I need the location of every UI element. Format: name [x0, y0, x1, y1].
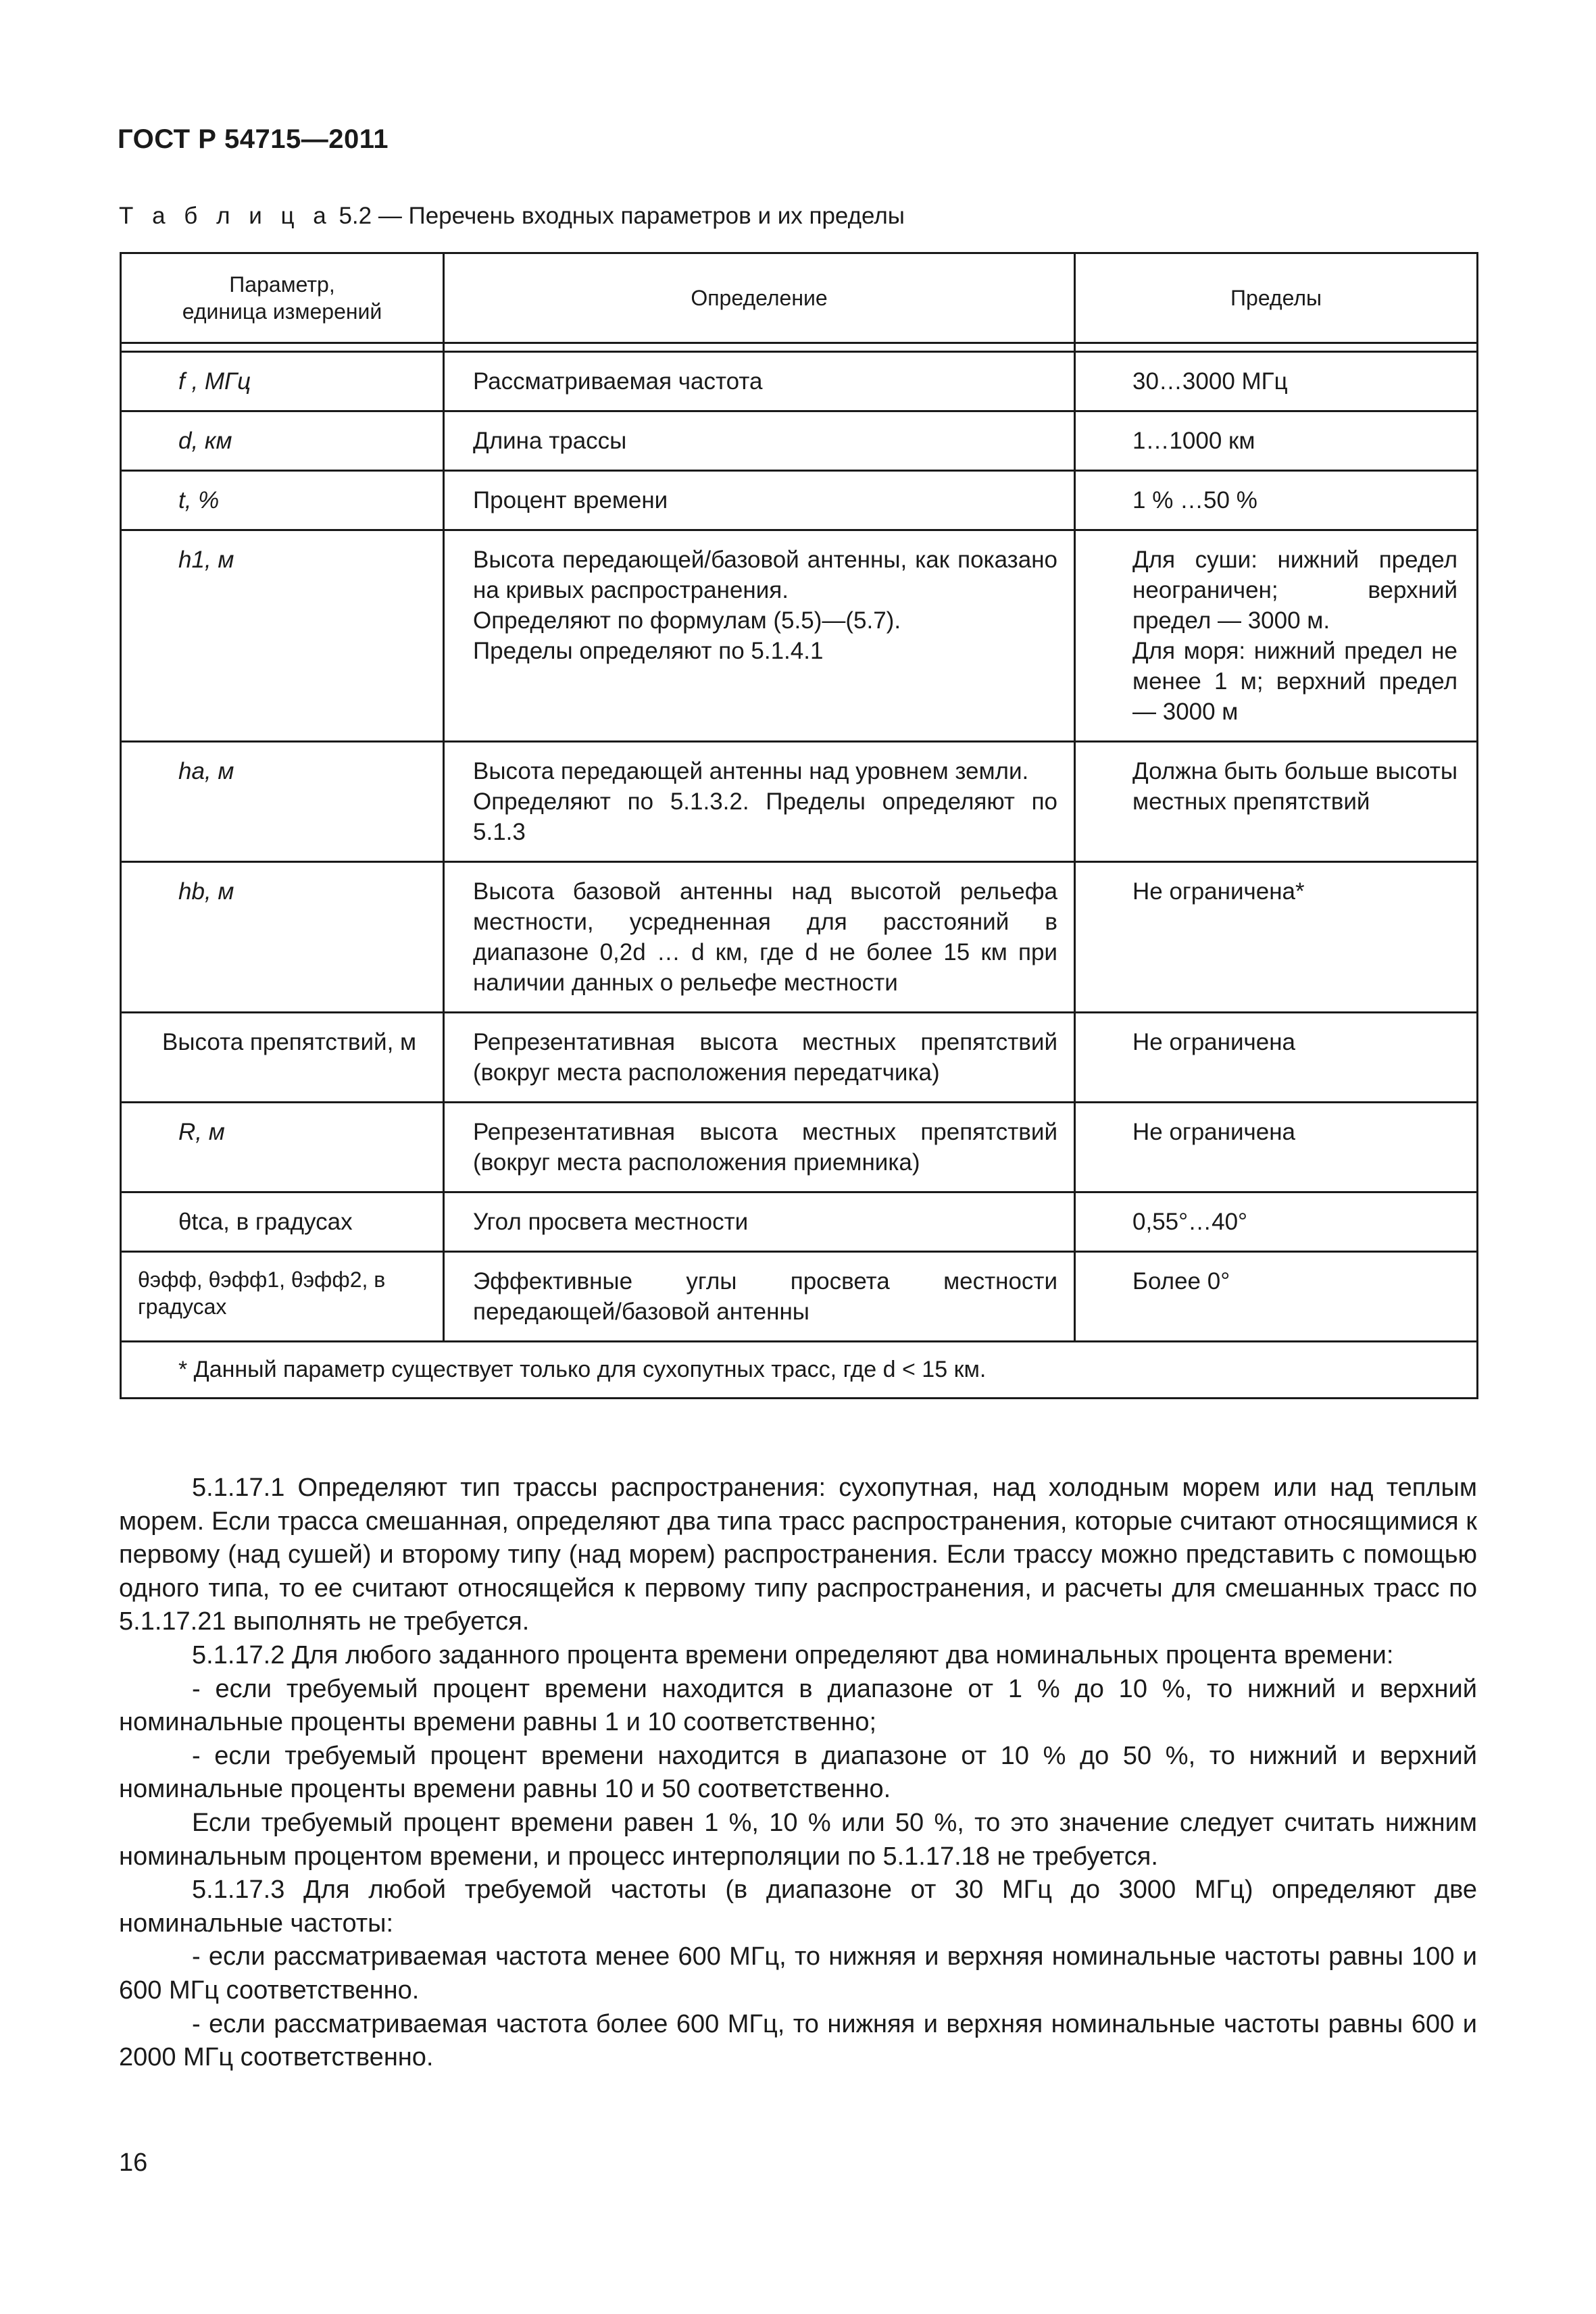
limits-cell: Для суши: нижний предел неограничен; верхний предел — 3000 м. Для моря: нижний предел не менее 1 м; верхний предел — 3000 м — [1075, 530, 1478, 742]
caption-text: 5.2 — Перечень входных параметров и их пределы — [332, 203, 905, 229]
table-footnote-row — [121, 1342, 1478, 1399]
definition-cell: Процент времени — [444, 471, 1075, 530]
param-cell — [121, 742, 444, 862]
body-text — [119, 1472, 1477, 2075]
param-cell: θtca, в градусах — [121, 1192, 444, 1252]
param-cell — [121, 471, 444, 530]
table-row — [121, 1103, 1478, 1192]
definition-cell: Репрезентативная высота местных препятствий (вокруг места расположения передатчика) — [444, 1013, 1075, 1103]
table-row — [121, 1013, 1478, 1103]
paragraph: - если требуемый процент времени находится в диапазоне от 10 % до 50 %, то нижний и верхний номинальные проценты времени равны 10 и 50 соответственно. — [119, 1741, 1477, 1804]
param-cell: Высота препятствий, м — [121, 1013, 444, 1103]
table-header-row — [121, 253, 1478, 343]
limits-cell: 1 % …50 % — [1075, 471, 1478, 530]
param-cell — [121, 411, 444, 471]
table-row — [121, 530, 1478, 742]
limits-cell: 0,55°…40° — [1075, 1192, 1478, 1252]
param-label: ha, м — [178, 758, 234, 784]
definition-cell: Эффективные углы просвета местности передающей/базовой антенны — [444, 1252, 1075, 1342]
table-row — [121, 471, 1478, 530]
limits-cell: 1…1000 км — [1075, 411, 1478, 471]
limits-cell: Не ограничена* — [1075, 862, 1478, 1013]
limits-cell: 30…3000 МГц — [1075, 352, 1478, 411]
definition-cell: Длина трассы — [444, 411, 1075, 471]
limits-cell: Не ограничена — [1075, 1013, 1478, 1103]
table-row — [121, 411, 1478, 471]
param-label: f , МГц — [178, 368, 251, 395]
param-cell: θэфф, θэфф1, θэфф2, в градусах — [121, 1252, 444, 1342]
table-row — [121, 1192, 1478, 1252]
table-caption — [119, 203, 905, 230]
param-label: h1, м — [178, 547, 234, 573]
paragraph: - если требуемый процент времени находится в диапазоне от 1 % до 10 %, то нижний и верхний номинальные проценты времени равны 1 и 10 соответственно; — [119, 1674, 1477, 1737]
param-cell — [121, 862, 444, 1013]
table-row — [121, 1252, 1478, 1342]
table-row — [121, 742, 1478, 862]
param-label: d, км — [178, 428, 232, 454]
table-row — [121, 862, 1478, 1013]
param-label: t, % — [178, 487, 220, 513]
definition-cell: Высота базовой антенны над высотой рельефа местности, усредненная для расстояний в диапазоне 0,2d … d км, где d не более 15 км при наличии данных о рельефе местности — [444, 862, 1075, 1013]
param-cell — [121, 530, 444, 742]
column-header-limits: Пределы — [1075, 253, 1478, 343]
page-number: 16 — [119, 2148, 148, 2177]
paragraph: - если рассматриваемая частота менее 600 МГц, то нижняя и верхняя номинальные частоты равны 100 и 600 МГц соответственно. — [119, 1942, 1477, 2005]
definition-cell: Репрезентативная высота местных препятствий (вокруг места расположения приемника) — [444, 1103, 1075, 1192]
parameters-table — [120, 252, 1478, 1399]
table-footnote: * Данный параметр существует только для сухопутных трасс, где d < 15 км. — [121, 1342, 1478, 1399]
table-row — [121, 352, 1478, 411]
param-label: hb, м — [178, 878, 234, 905]
document-header: ГОСТ Р 54715—2011 — [118, 124, 389, 154]
param-cell — [121, 1103, 444, 1192]
definition-cell: Рассматриваемая частота — [444, 352, 1075, 411]
definition-cell: Угол просвета местности — [444, 1192, 1075, 1252]
definition-cell: Высота передающей/базовой антенны, как показано на кривых распространения. Определяют по формулам (5.5)—(5.7). Пределы определяют по 5.1.4.1 — [444, 530, 1075, 742]
limits-cell: Должна быть больше высоты местных препятствий — [1075, 742, 1478, 862]
limits-cell: Более 0° — [1075, 1252, 1478, 1342]
column-header-definition: Определение — [444, 253, 1075, 343]
paragraph: 5.1.17.2 Для любого заданного процента времени определяют два номинальных процента времени: — [192, 1640, 1394, 1669]
caption-prefix: Т а б л и ц а — [119, 203, 332, 229]
param-label: R, м — [178, 1119, 225, 1145]
limits-cell: Не ограничена — [1075, 1103, 1478, 1192]
paragraph: Если требуемый процент времени равен 1 %, 10 % или 50 %, то это значение следует считать нижним номинальным процентом времени, и процесс интерполяции по 5.1.17.18 не требуется. — [119, 1808, 1477, 1871]
header-separator — [121, 343, 1478, 352]
param-cell — [121, 352, 444, 411]
paragraph: 5.1.17.3 Для любой требуемой частоты (в диапазоне от 30 МГц до 3000 МГц) определяют две номинальные частоты: — [119, 1876, 1477, 1938]
paragraph: - если рассматриваемая частота более 600 МГц, то нижняя и верхняя номинальные частоты равны 600 и 2000 МГц соответственно. — [119, 2009, 1477, 2072]
column-header-parameter: Параметр, единица измерений — [121, 253, 444, 343]
paragraph: 5.1.17.1 Определяют тип трассы распространения: сухопутная, над холодным морем или над теплым морем. Если трасса смешанная, определяют два типа трасс распространения, которые считают относящимися к первому (над сушей) и второму типу (над морем) распространения. Если трассу можно представить с помощью одного типа, то ее считают относящейся к первому типу распространения, и расчеты для смешанных трасс по 5.1.17.21 выполнять не требуется. — [119, 1474, 1477, 1636]
definition-cell: Высота передающей антенны над уровнем земли. Определяют по 5.1.3.2. Пределы определяют по 5.1.3 — [444, 742, 1075, 862]
